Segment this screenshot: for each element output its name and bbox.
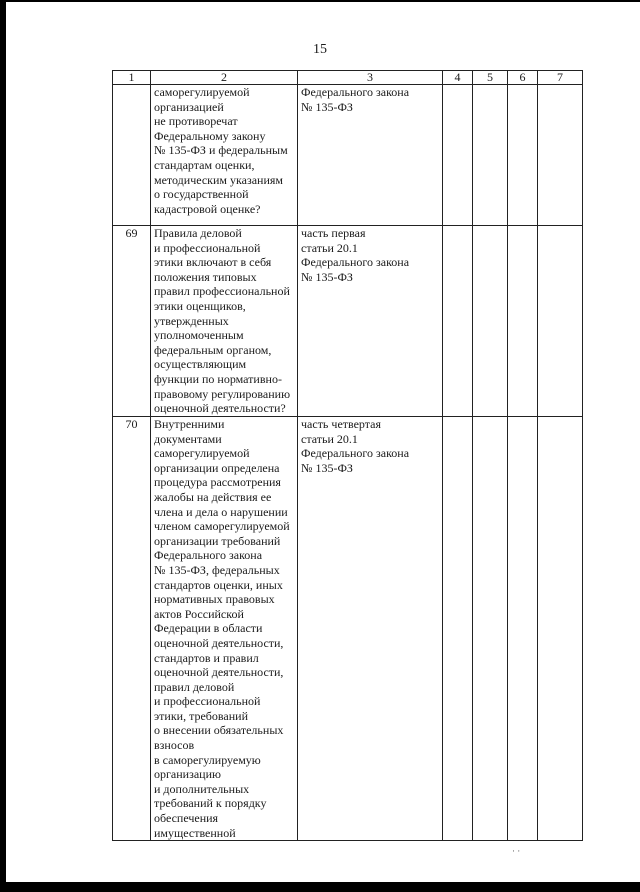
notes-cell bbox=[538, 85, 583, 226]
answer-cell bbox=[473, 85, 508, 226]
column-header: 4 bbox=[443, 71, 473, 85]
page-number: 15 bbox=[313, 42, 327, 57]
column-header: 7 bbox=[538, 71, 583, 85]
answer-cell bbox=[473, 417, 508, 841]
notes-cell bbox=[538, 226, 583, 417]
scan-border-top bbox=[0, 0, 640, 2]
answer-cell bbox=[508, 226, 538, 417]
row-number: 69 bbox=[113, 226, 151, 417]
table-header-row bbox=[113, 71, 583, 85]
row-number bbox=[113, 85, 151, 226]
notes-cell bbox=[538, 417, 583, 841]
answer-cell bbox=[508, 85, 538, 226]
question-text: Правила деловой и профессиональной этики включают в себя положения типовых правил профессиональной этики оценщиков, утвержденных уполномоченным федеральным органом, осуществляющим функции по нормативно- правовому регулированию оценочной деятельности? bbox=[154, 226, 291, 416]
question-text: саморегулируемой организацией не противоречат Федеральному закону № 135-ФЗ и федеральным стандартам оценки, методическим указаниям о государственной кадастровой оценке? bbox=[154, 85, 288, 216]
checklist-table bbox=[112, 70, 583, 841]
row-number: 70 bbox=[113, 417, 151, 841]
table-row bbox=[113, 85, 583, 226]
column-header: 6 bbox=[508, 71, 538, 85]
legal-reference: часть первая статьи 20.1 Федерального закона № 135-ФЗ bbox=[301, 226, 410, 284]
scan-border-bottom bbox=[0, 882, 640, 892]
column-header: 5 bbox=[473, 71, 508, 85]
answer-cell bbox=[443, 417, 473, 841]
answer-cell bbox=[508, 417, 538, 841]
legal-reference: Федерального закона № 135-ФЗ bbox=[301, 85, 410, 114]
table-row bbox=[113, 417, 583, 841]
column-header: 1 bbox=[113, 71, 151, 85]
column-header: 3 bbox=[298, 71, 443, 85]
answer-cell bbox=[443, 226, 473, 417]
column-header: 2 bbox=[151, 71, 298, 85]
question-text: Внутренними документами саморегулируемой организации определена процедура рассмотрения жалобы на действия ее члена и дела о нарушении членом саморегулируемой организации требований Федерального закона № 135-ФЗ, федеральных стандартов оценки, иных нормативных правовых актов Российской Федерации в области оценочной деятельности, стандартов и правил оценочной деятельности, правил деловой и профессиональной этики, требований о внесении обязательных взносов в саморегулируемую организацию и дополнительных требований к порядку обеспечения имущественной bbox=[154, 417, 290, 840]
scan-mark: · · bbox=[512, 846, 521, 856]
table-row bbox=[113, 226, 583, 417]
legal-reference: часть четвертая статьи 20.1 Федерального закона № 135-ФЗ bbox=[301, 417, 410, 475]
answer-cell bbox=[443, 85, 473, 226]
scan-border-left bbox=[0, 0, 6, 892]
answer-cell bbox=[473, 226, 508, 417]
